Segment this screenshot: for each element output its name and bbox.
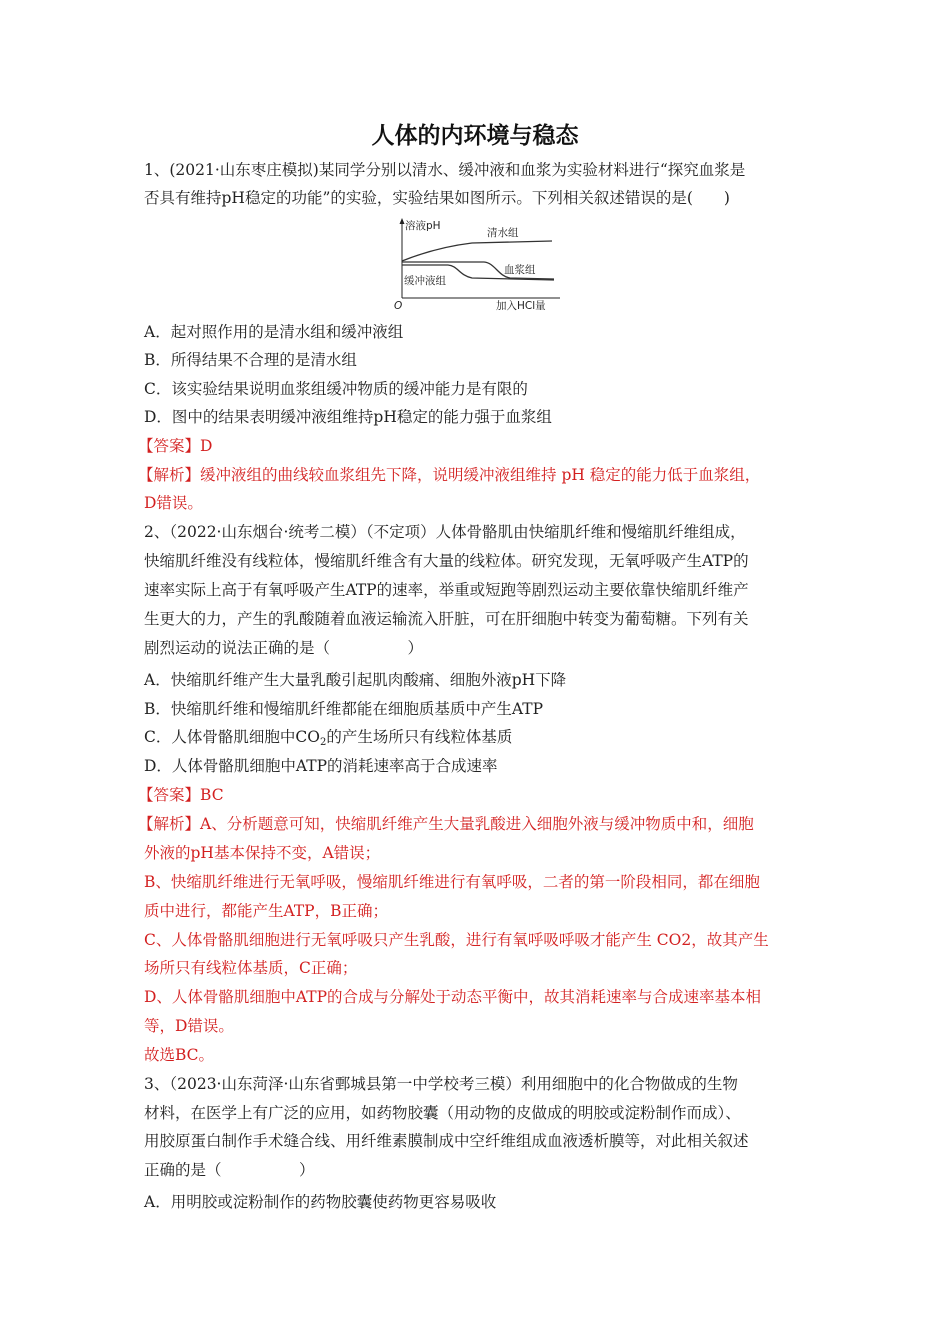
q2-analysis-line-7: D、人体骨骼肌细胞中ATP的合成与分解处于动态平衡中，故其消耗速率与合成速率基本相 (144, 988, 762, 1006)
q2-stem-line-5: 剧烈运动的说法正确的是（ ） (144, 639, 424, 657)
q1-stem-line-1: 1、(2021·山东枣庄模拟)某同学分别以清水、缓冲液和血浆为实验材料进行“探究血浆是 (144, 161, 746, 179)
q2-analysis-line-9: 故选BC。 (144, 1046, 215, 1064)
q1-option-c: C．该实验结果说明血浆组缓冲物质的缓冲能力是有限的 (144, 380, 528, 398)
q3-stem-line-4: 正确的是（ ） (144, 1161, 315, 1179)
analysis-tag: 【解析】 (138, 815, 201, 833)
q3-option-a: A．用明胶或淀粉制作的药物胶囊使药物更容易吸收 (144, 1193, 497, 1211)
q3-stem-line-1: 3、（2023·山东菏泽·山东省鄄城县第一中学校考三模）利用细胞中的化合物做成的生物 (144, 1075, 738, 1093)
water-group-label: 清水组 (487, 227, 519, 239)
answer-tag: 【答案】 (138, 437, 201, 455)
plasma-group-label: 血浆组 (504, 264, 536, 276)
q2-analysis-line-4: 质中进行，都能产生ATP，B正确； (144, 902, 389, 920)
q2-analysis-line-6: 场所只有线粒体基质，C正确； (144, 959, 358, 977)
q1-option-a: A．起对照作用的是清水组和缓冲液组 (144, 323, 404, 341)
q2-stem-line-4: 生更大的力，产生的乳酸随着血液运输流入肝脏，可在肝细胞中转变为葡萄糖。下列有关 (144, 610, 749, 628)
q1-answer (138, 436, 212, 456)
analysis-tag: 【解析】 (138, 466, 201, 484)
q2-analysis-line-5: C、人体骨骼肌细胞进行无氧呼吸只产生乳酸，进行有氧呼吸呼吸才能产生 CO2，故其产生 (144, 931, 769, 949)
q1-option-b: B．所得结果不合理的是清水组 (144, 351, 357, 369)
q2-answer (138, 785, 224, 805)
buffer-group-label: 缓冲液组 (404, 275, 446, 287)
answer-tag: 【答案】 (138, 786, 201, 804)
q2-option-d: D．人体骨骼肌细胞中ATP的消耗速率高于合成速率 (144, 757, 498, 775)
q2-option-a: A．快缩肌纤维产生大量乳酸引起肌肉酸痛、细胞外液pH下降 (144, 671, 567, 689)
water-group-curve (402, 241, 552, 261)
q1-stem-line-2: 否具有维持pH稳定的功能”的实验，实验结果如图所示。下列相关叙述错误的是( ) (144, 189, 730, 207)
q1-option-d: D．图中的结果表明缓冲液组维持pH稳定的能力强于血浆组 (144, 408, 552, 426)
q2-stem-line-2: 快缩肌纤维没有线粒体，慢缩肌纤维含有大量的线粒体。研究发现，无氧呼吸产生ATP的 (144, 552, 749, 570)
q1-analysis-line-2: D错误。 (144, 494, 203, 512)
answer-value: BC (200, 786, 224, 804)
q2-option-b: B．快缩肌纤维和慢缩肌纤维都能在细胞质基质中产生ATP (144, 700, 544, 718)
q1-analysis-line-1: 【解析】缓冲液组的曲线较血浆组先下降，说明缓冲液组维持 pH 稳定的能力低于血浆组， (138, 466, 761, 484)
q2-analysis-line-8: 等，D错误。 (144, 1017, 234, 1035)
q2-analysis-line-3: B、快缩肌纤维进行无氧呼吸，慢缩肌纤维进行有氧呼吸，二者的第一阶段相同，都在细胞 (144, 873, 760, 891)
q2-analysis-line-1: 【解析】A、分析题意可知，快缩肌纤维产生大量乳酸进入细胞外液与缓冲物质中和，细胞 (138, 815, 754, 833)
q3-stem-line-2: 材料，在医学上有广泛的应用，如药物胶囊（用动物的皮做成的明胶或淀粉制作而成）、 (144, 1104, 741, 1122)
x-axis-label: 加入HCl量 (496, 300, 546, 312)
q2-stem-line-3: 速率实际上高于有氧呼吸产生ATP的速率，举重或短跑等剧烈运动主要依靠快缩肌纤维产 (144, 581, 749, 599)
y-axis-label: 溶液pH (405, 220, 441, 232)
y-axis-arrow (400, 218, 405, 224)
q1-ph-figure (392, 216, 562, 312)
origin-label: O (394, 300, 403, 312)
page-title: 人体的内环境与稳态 (371, 123, 579, 149)
q2-stem-line-1: 2、（2022·山东烟台·统考二模）（不定项）人体骨骼肌由快缩肌纤维和慢缩肌纤维组成， (144, 523, 746, 541)
q2-analysis-line-2: 外液的pH基本保持不变，A错误； (144, 844, 381, 862)
q3-stem-line-3: 用胶原蛋白制作手术缝合线、用纤维素膜制成中空纤维组成血液透析膜等，对此相关叙述 (144, 1132, 749, 1150)
answer-value: D (200, 437, 213, 455)
q2-option-c: C．人体骨骼肌细胞中$CO_2$的产生场所只有线粒体基质 (144, 728, 513, 748)
